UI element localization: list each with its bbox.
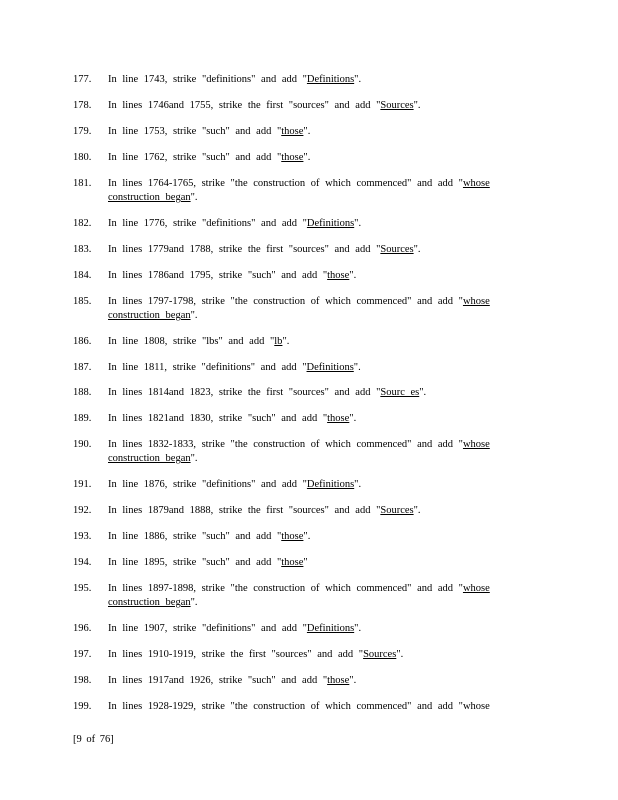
- item-number: 185.: [73, 296, 92, 307]
- item-text: [108, 674, 508, 688]
- closing-quote: ".: [354, 479, 362, 490]
- inserted-text: Definitions: [306, 362, 354, 373]
- inserted-text: Definitions: [306, 74, 355, 85]
- item-instruction: In line 1753, strike "such" and add ": [108, 126, 282, 137]
- continuation-line: [108, 596, 508, 610]
- closing-quote: ".: [303, 126, 311, 137]
- closing-quote: ".: [396, 649, 404, 660]
- item-instruction: In lines 1917and 1926, strike "such" and add ": [108, 675, 328, 686]
- item-instruction: In lines 1814and 1823, strike the first "sources" and add ": [108, 387, 381, 398]
- item-instruction: In lines 1797-1798, strike "the construction of which commenced" and add ": [108, 296, 463, 307]
- inserted-text: those: [281, 126, 304, 137]
- item-number: 179.: [73, 126, 92, 137]
- item-text: [108, 243, 508, 257]
- item-instruction: In line 1762, strike "such" and add ": [108, 152, 282, 163]
- item-number: 199.: [73, 701, 92, 712]
- inserted-text: those: [281, 531, 304, 542]
- item-instruction: In lines 1821and 1830, strike "such" and add ": [108, 413, 328, 424]
- closing-quote: ".: [353, 362, 361, 373]
- item-number: 191.: [73, 479, 92, 490]
- closing-quote: ".: [354, 74, 362, 85]
- inserted-text: those: [281, 152, 304, 163]
- closing-quote: ".: [190, 192, 198, 203]
- item-number: 198.: [73, 675, 92, 686]
- closing-quote: ": [303, 557, 308, 568]
- closing-quote: ".: [354, 623, 362, 634]
- item-text: [108, 412, 508, 426]
- item-text: [108, 177, 508, 205]
- item-number: 189.: [73, 413, 92, 424]
- item-instruction: In line 1743, strike "definitions" and add ": [108, 74, 307, 85]
- inserted-text: whose: [462, 178, 490, 189]
- inserted-text: lb: [274, 336, 283, 347]
- item-number: 181.: [73, 178, 92, 189]
- inserted-text: Sources: [380, 100, 414, 111]
- item-instruction: In lines 1879and 1888, strike the first "sources" and add ": [108, 505, 381, 516]
- item-instruction: In line 1808, strike "lbs" and add ": [108, 336, 275, 347]
- item-number: 192.: [73, 505, 92, 516]
- item-text: [108, 361, 508, 375]
- item-number: 178.: [73, 100, 92, 111]
- item-number: 194.: [73, 557, 92, 568]
- inserted-text: construction began: [108, 453, 191, 464]
- item-number: 182.: [73, 218, 92, 229]
- closing-quote: ".: [190, 310, 198, 321]
- closing-quote: ".: [349, 270, 357, 281]
- item-instruction: In lines 1897-1898, strike "the construction of which commenced" and add ": [108, 583, 463, 594]
- inserted-text: construction began: [108, 597, 191, 608]
- inserted-text: construction began: [108, 192, 191, 203]
- inserted-text: whose: [462, 583, 490, 594]
- item-number: 183.: [73, 244, 92, 255]
- item-text: [108, 648, 508, 662]
- item-text: [108, 556, 508, 570]
- inserted-text: Sources: [380, 244, 414, 255]
- item-instruction: In line 1811, strike "definitions" and add ": [108, 362, 307, 373]
- closing-quote: ".: [419, 387, 427, 398]
- inserted-text: those: [327, 270, 350, 281]
- item-instruction: In lines 1779and 1788, strike the first "sources" and add ": [108, 244, 381, 255]
- item-number: 195.: [73, 583, 92, 594]
- item-text: [108, 700, 508, 714]
- inserted-text: Sources: [363, 649, 397, 660]
- item-text: [108, 386, 508, 400]
- item-text: [108, 335, 508, 349]
- inserted-text: Definitions: [306, 623, 355, 634]
- item-text: [108, 478, 508, 492]
- inserted-text: Definitions: [306, 479, 355, 490]
- inserted-text: those: [281, 557, 304, 568]
- item-text: [108, 438, 508, 466]
- closing-quote: ".: [303, 531, 311, 542]
- item-instruction: In line 1776, strike "definitions" and add ": [108, 218, 307, 229]
- continuation-line: [108, 309, 508, 323]
- item-text: [108, 530, 508, 544]
- item-text: [108, 125, 508, 139]
- item-number: 177.: [73, 74, 92, 85]
- item-text: [108, 622, 508, 636]
- item-instruction: In line 1907, strike "definitions" and add ": [108, 623, 307, 634]
- inserted-text: Sources: [380, 505, 414, 516]
- inserted-text: those: [327, 675, 350, 686]
- inserted-text: construction began: [108, 310, 191, 321]
- closing-quote: ".: [190, 597, 198, 608]
- continuation-line: [108, 452, 508, 466]
- item-text: [108, 504, 508, 518]
- item-instruction: In line 1886, strike "such" and add ": [108, 531, 282, 542]
- item-text: [108, 73, 508, 87]
- closing-quote: ".: [349, 675, 357, 686]
- item-instruction: In lines 1928-1929, strike "the construction of which commenced" and add "whose: [108, 701, 490, 712]
- inserted-text: Definitions: [306, 218, 355, 229]
- item-instruction: In lines 1910-1919, strike the first "sources" and add ": [108, 649, 364, 660]
- item-number: 184.: [73, 270, 92, 281]
- item-text: [108, 151, 508, 165]
- item-instruction: In lines 1764-1765, strike "the construction of which commenced" and add ": [108, 178, 463, 189]
- closing-quote: ".: [413, 505, 421, 516]
- closing-quote: ".: [190, 453, 198, 464]
- item-instruction: In lines 1832-1833, strike "the construction of which commenced" and add ": [108, 439, 463, 450]
- closing-quote: ".: [282, 336, 290, 347]
- inserted-text: whose: [462, 296, 490, 307]
- item-text: [108, 99, 508, 113]
- closing-quote: ".: [349, 413, 357, 424]
- page-counter: [9 of 76]: [73, 734, 114, 745]
- item-text: [108, 269, 508, 283]
- inserted-text: whose: [462, 439, 490, 450]
- item-instruction: In line 1876, strike "definitions" and add ": [108, 479, 307, 490]
- item-number: 188.: [73, 387, 92, 398]
- item-number: 193.: [73, 531, 92, 542]
- item-number: 180.: [73, 152, 92, 163]
- continuation-line: [108, 191, 508, 205]
- item-instruction: In line 1895, strike "such" and add ": [108, 557, 282, 568]
- inserted-text: those: [327, 413, 350, 424]
- item-text: [108, 582, 508, 610]
- closing-quote: ".: [413, 100, 421, 111]
- item-number: 190.: [73, 439, 92, 450]
- inserted-text: Sourc es: [380, 387, 420, 398]
- item-number: 197.: [73, 649, 92, 660]
- item-number: 186.: [73, 336, 92, 347]
- closing-quote: ".: [354, 218, 362, 229]
- item-text: [108, 295, 508, 323]
- item-number: 187.: [73, 362, 92, 373]
- item-instruction: In lines 1746and 1755, strike the first "sources" and add ": [108, 100, 381, 111]
- closing-quote: ".: [413, 244, 421, 255]
- item-instruction: In lines 1786and 1795, strike "such" and add ": [108, 270, 328, 281]
- item-number: 196.: [73, 623, 92, 634]
- closing-quote: ".: [303, 152, 311, 163]
- item-text: [108, 217, 508, 231]
